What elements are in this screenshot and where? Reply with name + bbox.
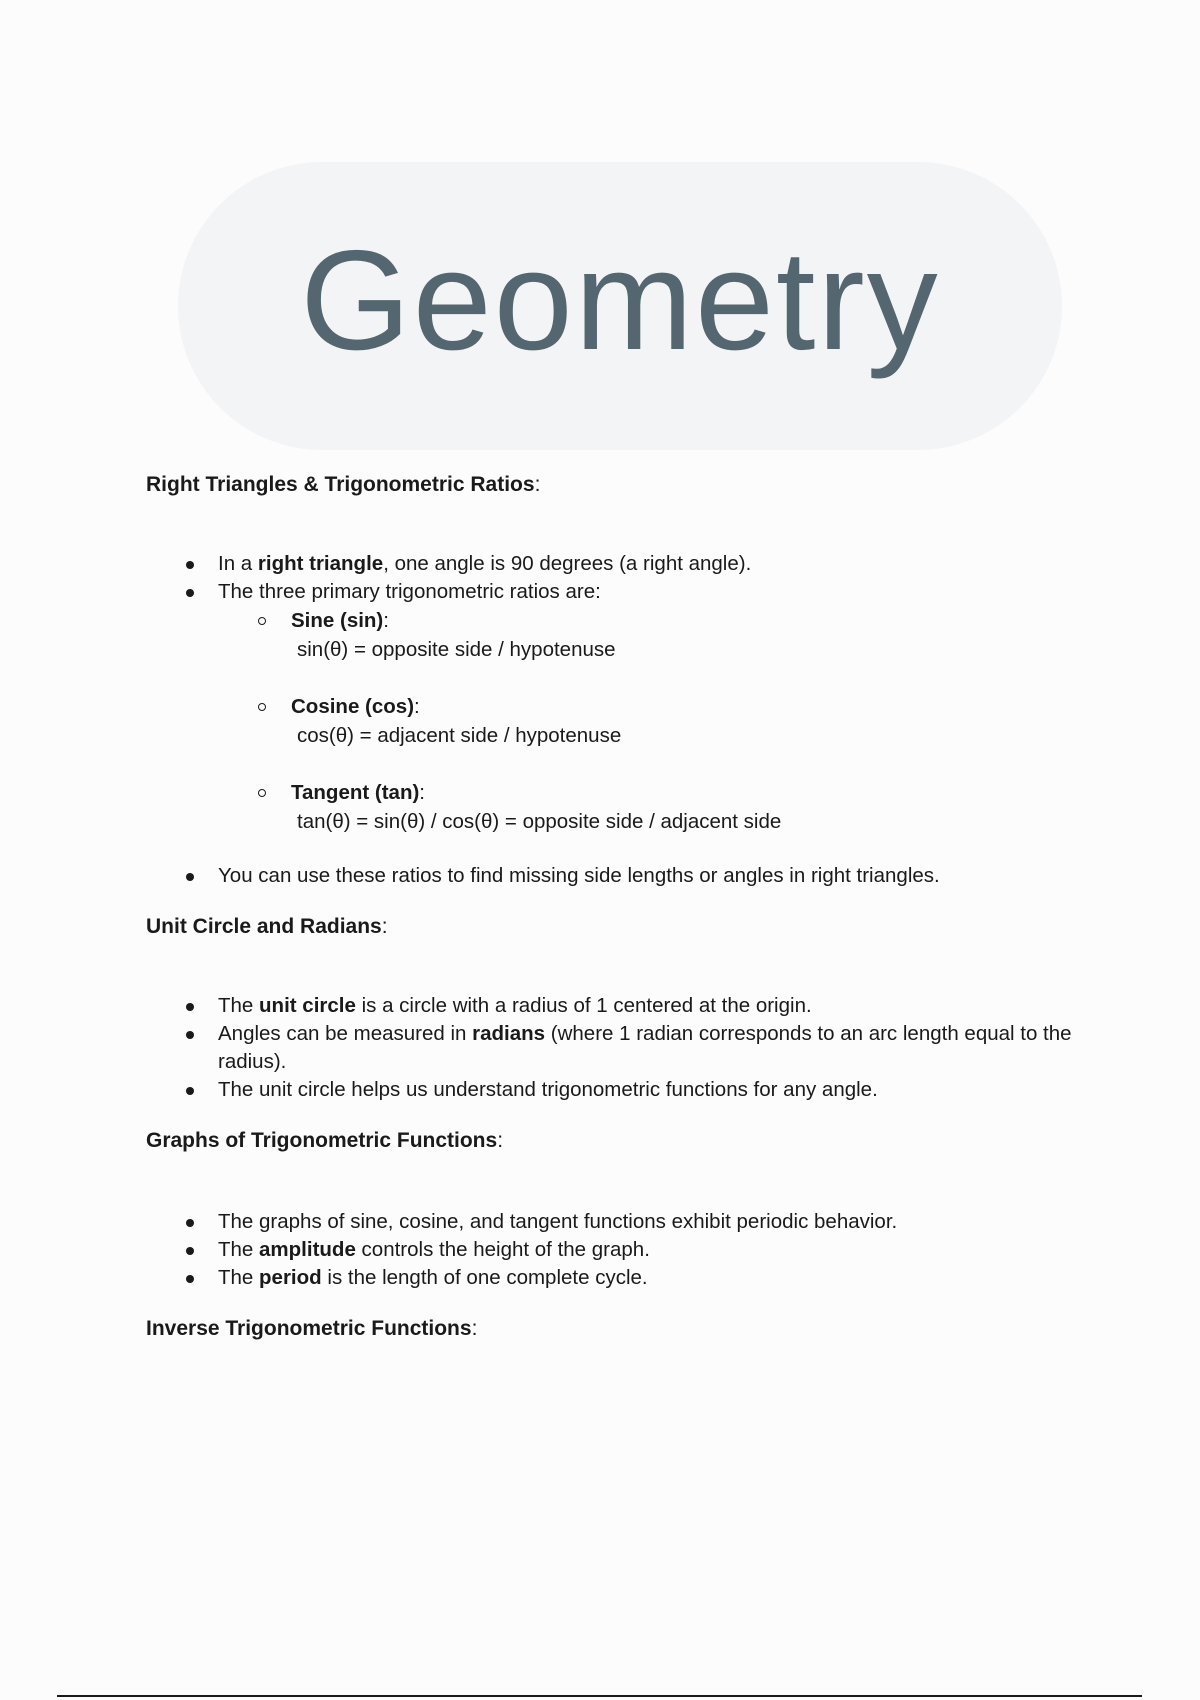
list-item: In a right triangle, one angle is 90 degrees (a right angle).: [146, 550, 1096, 578]
list-item: The unit circle helps us understand trigonometric functions for any angle.: [146, 1076, 1096, 1104]
page-title: Geometry: [300, 221, 940, 380]
ratio-item-cosine: Cosine (cos): cos(θ) = adjacent side / hypotenuse: [146, 692, 1096, 750]
list-item: The unit circle is a circle with a radius of 1 centered at the origin.: [146, 992, 1096, 1020]
list-item: Angles can be measured in radians (where 1 radian corresponds to an arc length equal to the radius).: [146, 1020, 1096, 1076]
section-heading-right-triangles: Right Triangles & Trigonometric Ratios:: [146, 473, 541, 496]
section-heading-unit-circle: Unit Circle and Radians:: [146, 915, 388, 938]
document-body: [146, 472, 1096, 1342]
list-item: The period is the length of one complete cycle.: [146, 1264, 1096, 1292]
cosine-formula: cos(θ) = adjacent side / hypotenuse: [297, 724, 622, 747]
unit-circle-list: [146, 992, 1096, 1104]
trig-ratios-list: [146, 606, 1096, 836]
title-banner: [178, 162, 1062, 450]
sine-formula: sin(θ) = opposite side / hypotenuse: [297, 638, 616, 661]
list-item: The graphs of sine, cosine, and tangent functions exhibit periodic behavior.: [146, 1208, 1096, 1236]
section-heading-inverse: Inverse Trigonometric Functions:: [146, 1317, 478, 1340]
footer-divider: [57, 1695, 1142, 1697]
right-triangles-list-end: [146, 862, 1096, 890]
list-item: You can use these ratios to find missing side lengths or angles in right triangles.: [146, 862, 1096, 890]
list-item: The amplitude controls the height of the graph.: [146, 1236, 1096, 1264]
section-heading-graphs: Graphs of Trigonometric Functions:: [146, 1129, 504, 1152]
ratio-item-tangent: Tangent (tan): tan(θ) = sin(θ) / cos(θ) = opposite side / adjacent side: [146, 778, 1096, 836]
ratio-item-sine: Sine (sin): sin(θ) = opposite side / hypotenuse: [146, 606, 1096, 664]
list-item: The three primary trigonometric ratios are:: [146, 578, 1096, 606]
graphs-list: [146, 1208, 1096, 1292]
right-triangles-list: [146, 550, 1096, 606]
tangent-formula: tan(θ) = sin(θ) / cos(θ) = opposite side / adjacent side: [297, 810, 782, 833]
